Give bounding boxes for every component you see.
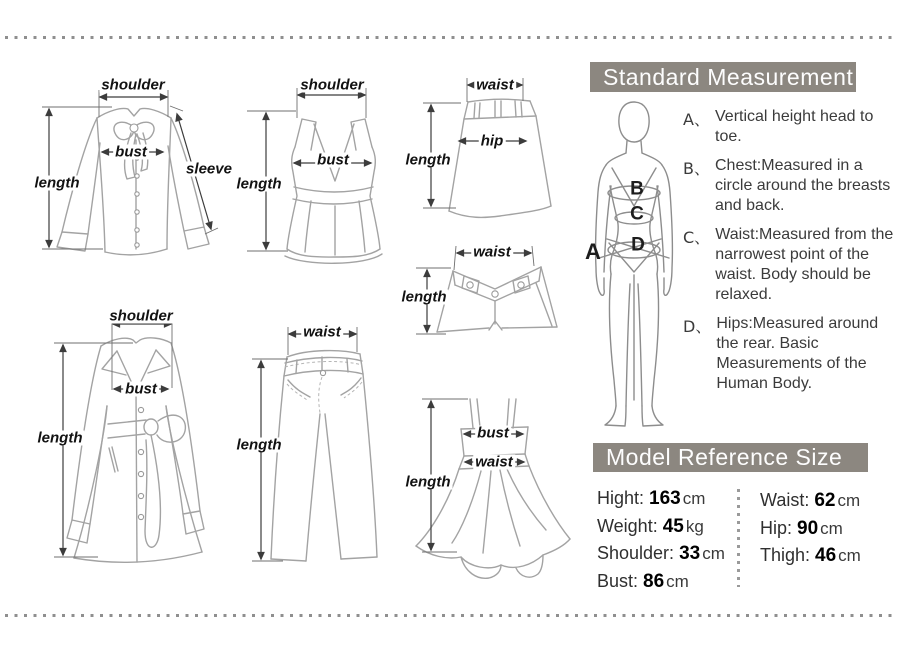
- shorts-waist-label: waist: [473, 243, 511, 261]
- description-text-a: Vertical height head to toe.: [715, 108, 874, 145]
- description-key-b: B、: [683, 159, 710, 178]
- measurements-dotted-divider: [737, 489, 740, 587]
- description-text-b: Chest:Measured in a circle around the breasts and back.: [715, 157, 891, 214]
- description-key-c: C、: [683, 228, 711, 247]
- description-key-a: A、: [683, 110, 710, 129]
- measurement-row-weight: Weight: 45 kg: [597, 515, 704, 537]
- description-item-c: [683, 225, 897, 305]
- blouse-length-label: length: [34, 174, 80, 192]
- measurement-row-shoulder: Shoulder: 33 cm: [597, 543, 725, 564]
- coat-shoulder-label: shoulder: [109, 307, 173, 325]
- figure-label-d: D: [631, 234, 645, 256]
- figure-label-c: C: [630, 203, 644, 225]
- description-item-a: [683, 107, 897, 147]
- pants-length-label: length: [236, 436, 282, 454]
- figure-label-a: A: [585, 239, 601, 264]
- dress-waist-label: waist: [475, 453, 513, 471]
- measurement-descriptions: [683, 107, 897, 394]
- dress-length-label: length: [405, 473, 451, 491]
- tank-top-shoulder-label: shoulder: [300, 76, 364, 94]
- measurement-row-waist: Waist: 62 cm: [760, 490, 861, 511]
- measurement-row-hight: Hight: 163 cm: [597, 488, 706, 509]
- blouse-shoulder-label: shoulder: [101, 76, 165, 94]
- body-figure-drawing: [596, 102, 673, 426]
- blouse-bust-label: bust: [115, 143, 147, 161]
- description-item-b: [683, 156, 897, 216]
- figure-label-b: B: [630, 178, 644, 200]
- standard-measurement-header: Standard Measurement: [590, 62, 856, 92]
- model-measurements-left: [597, 488, 725, 598]
- tank-top-bust-label: bust: [317, 151, 349, 169]
- measurement-row-hip: Hip: 90 cm: [760, 517, 843, 539]
- pants-waist-label: waist: [303, 323, 341, 341]
- skirt-length-label: length: [405, 151, 451, 169]
- dress-bust-label: bust: [477, 424, 509, 442]
- measurement-row-bust: Bust: 86 cm: [597, 570, 689, 592]
- blouse-sleeve-label: sleeve: [186, 160, 232, 178]
- tank-top-length-label: length: [236, 175, 282, 193]
- skirt-waist-label: waist: [476, 76, 514, 94]
- description-item-d: [683, 314, 897, 394]
- measurement-row-thigh: Thigh: 46 cm: [760, 545, 861, 566]
- model-measurements-right: [760, 490, 861, 573]
- coat-bust-label: bust: [125, 380, 157, 398]
- description-text-d: Hips:Measured around the rear. Basic Measurements of the Human Body.: [716, 315, 879, 392]
- model-reference-header: Model Reference Size: [593, 443, 868, 472]
- description-text-c: Waist:Measured from the narrowest point of the waist. Body should be relaxed.: [715, 226, 894, 303]
- skirt-hip-label: hip: [480, 132, 504, 150]
- description-key-d: D、: [683, 317, 712, 336]
- shorts-length-label: length: [401, 288, 447, 306]
- coat-length-label: length: [37, 429, 83, 447]
